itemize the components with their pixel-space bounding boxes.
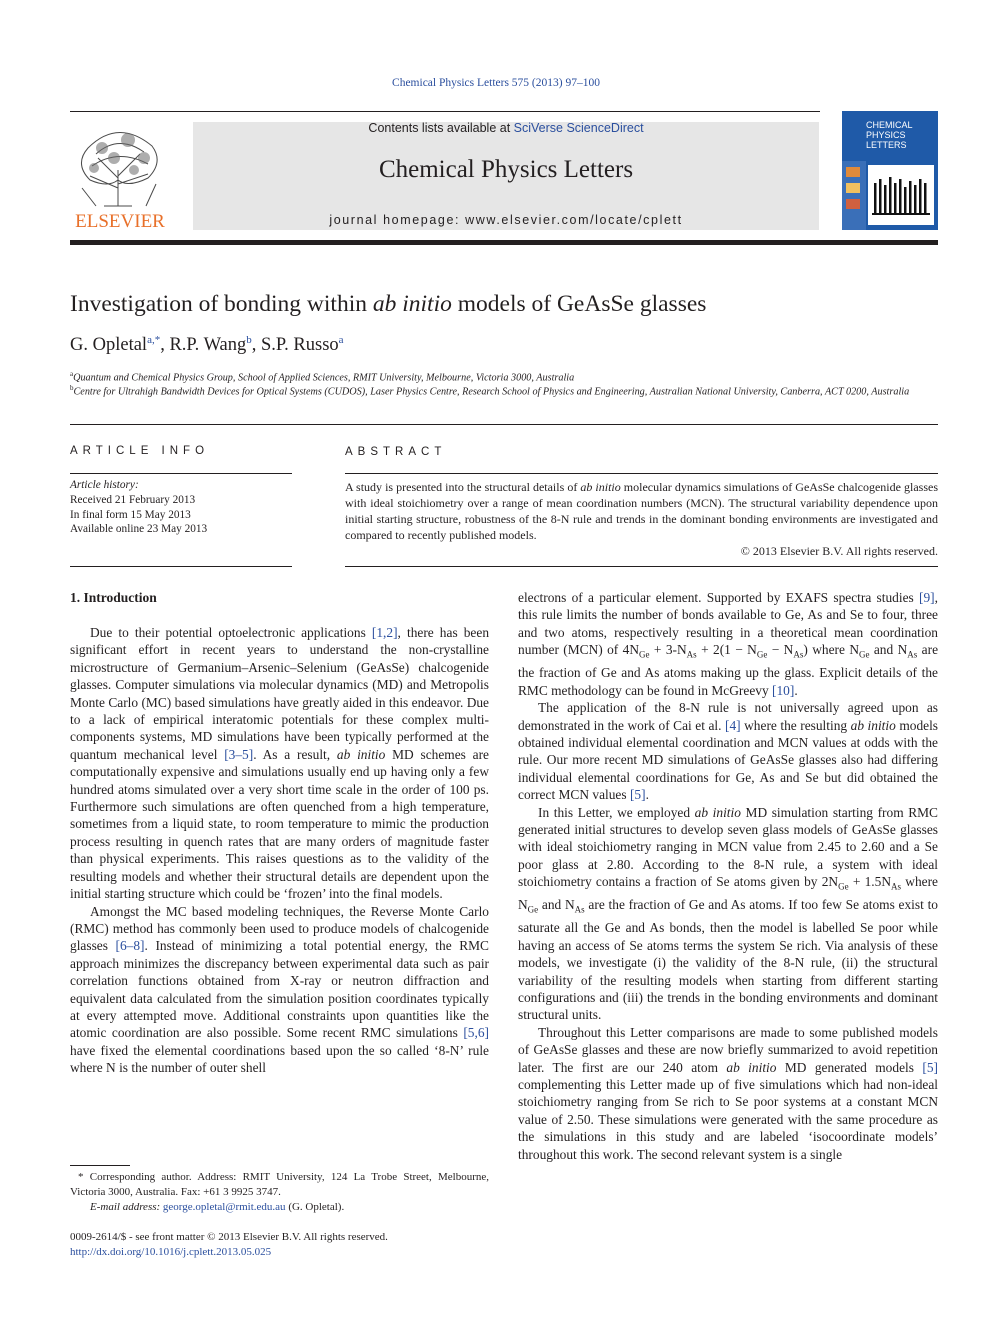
journal-homepage[interactable]: journal homepage: www.elsevier.com/locate/cplett: [329, 213, 683, 227]
author-email-link[interactable]: george.opletal@rmit.edu.au: [162, 1201, 286, 1213]
subscript: Ge: [838, 881, 849, 892]
paragraph: [518, 1024, 938, 1163]
text-run: − N: [767, 642, 794, 658]
subscript: As: [793, 649, 804, 660]
elsevier-logo: [68, 118, 172, 234]
text-run: + 2(1 − N: [696, 642, 757, 658]
cover-art-icon: [842, 161, 938, 230]
affiliation: $^b$Centre for Ultrahigh Bandwidth Devices for Optical Systems (CUDOS), Laser Physics Centre, Research School of Physics and Engineering, Australian National University, Canberra, ACT 0200, Australia: [70, 384, 910, 398]
journal-citation[interactable]: Chemical Physics Letters 575 (2013) 97–100: [392, 77, 600, 89]
reference-link[interactable]: [5]: [629, 787, 646, 803]
affiliation: $^a$Quantum and Chemical Physics Group, School of Applied Sciences, RMIT University, Melbourne, Victoria 3000, Australia: [70, 370, 575, 384]
reference-link[interactable]: [5,6]: [463, 1025, 489, 1041]
author-list: G. Opletal$^{a,*}$, R.P. Wang$^b$, S.P. Russo$^a$: [70, 334, 344, 356]
reference-link[interactable]: [4]: [725, 717, 741, 733]
subscript: Ge: [858, 649, 870, 660]
subscript: Ge: [639, 649, 650, 660]
subscript: Ge: [527, 904, 539, 915]
reference-link[interactable]: [1,2]: [371, 625, 398, 640]
text-run: models obtained individual elemental coordination and MCN values at odds with the rule. Our more recent MD simulations of GeAsSe glasses also had differing individual elemental coordinations for Ge, As and Se but did obtained the correct MCN values: [518, 717, 939, 803]
text-run: MD generated models: [776, 1059, 923, 1075]
section-heading-introduction: 1. Introduction: [70, 590, 157, 605]
contents-line: Contents lists available at SciVerse ScienceDirect: [368, 121, 644, 135]
reference-link[interactable]: [3–5]: [224, 746, 254, 762]
text-run: and N: [869, 642, 908, 658]
text-run: .: [794, 682, 798, 698]
reference-link[interactable]: [10]: [772, 682, 795, 698]
text-run: Throughout this Letter comparisons are made to some published models of GeAsSe glasses and these are now briefly summarized to avoid repetition later. The first are our 240 atom: [518, 1024, 938, 1075]
text-run: The application of the 8-N rule is not universally agreed upon as demonstrated in the work of Cai et al.: [518, 700, 938, 733]
abstract-text: A study is presented into the structural details of ab initio molecular dynamics simulations of GeAsSe chalcogenide glasses with ideal stoichiometry over a range of mean coordination numbers (MCN). The structural variability dependence upon initial starting structure, robustness of the 8-N rule and trends in the dominant bonding environments are investigated and compared to recently published models. © 2013 Elsevier B.V. All rights reserved.: [345, 480, 939, 558]
subscript: Ge: [756, 649, 768, 660]
journal-cover: [842, 111, 938, 230]
text-run: , this rule limits the number of bonds available to Ge, As and Se to four, three and two atoms, respectively resulting in a theoretical mean coordination number (MCN) of 4N: [518, 590, 938, 658]
text-run: Amongst the MC based modeling techniques, the Reverse Monte Carlo (RMC) method has commonly been used to produce models of chalcogenide glasses: [70, 903, 489, 954]
article-title: Investigation of bonding within ab initio models of GeAsSe glasses: [70, 291, 707, 317]
text-run: MD simulation starting from RMC generated initial structures to develop seven glass models of GeAsSe glasses with ideal stoichiometry ranging in MCN value from 2.45 to 2.60 and a Se poor glass at 2.80. According to the 8-N rule, a system with ideal stoichiometry contains a fraction of Se atoms given by 2N: [518, 804, 938, 890]
article-history: Article history: Received 21 February 2013 In final form 15 May 2013 Available online 23 May 2013: [70, 479, 208, 536]
italic-text: ab initio: [850, 717, 896, 733]
body-column-left: [70, 624, 489, 1077]
reference-link[interactable]: [9]: [919, 590, 935, 605]
text-run: where the resulting: [740, 717, 851, 733]
text-run: + 1.5N: [848, 874, 892, 890]
abstract-copyright: © 2013 Elsevier B.V. All rights reserved.: [740, 544, 938, 558]
text-run: Due to their potential optoelectronic applications: [90, 625, 372, 640]
corresponding-author-footnote: * Corresponding author. Address: RMIT University, 124 La Trobe Street, Melbourne, Victoria 3000, Australia. Fax: +61 3 9925 3747. E-mail address: george.opletal@rmit.edu.au (G. Opletal).: [70, 1171, 489, 1213]
text-run: . As a result,: [253, 746, 337, 762]
author-name[interactable]: G. Opletal: [70, 335, 148, 356]
header-rule: [70, 111, 820, 112]
article-info-bottom-rule: [70, 566, 292, 567]
abstract-heading: ABSTRACT: [345, 446, 447, 458]
text-run: ) where N: [803, 642, 859, 658]
text-run: are the fraction of Ge and As atoms making up the glass. Explicit details of the RMC methodology can be found in McGreevy: [518, 642, 939, 698]
text-run: + 3-N: [649, 642, 687, 658]
paragraph: [518, 804, 938, 1024]
italic-text: ab initio: [694, 804, 741, 820]
reference-link[interactable]: [5]: [922, 1059, 938, 1075]
author-name[interactable]: R.P. Wang: [169, 335, 247, 356]
italic-text: ab initio: [726, 1059, 777, 1075]
doi-link[interactable]: http://dx.doi.org/10.1016/j.cplett.2013.05.025: [70, 1246, 272, 1258]
article-info-heading: ARTICLE INFO: [70, 445, 210, 457]
elsevier-wordmark: ELSEVIER: [75, 211, 165, 232]
text-run: where N: [518, 874, 939, 913]
text-run: have fixed the elemental coordinations based upon the so called ‘8-N’ rule where N is the number of outer shell: [70, 1042, 489, 1076]
footnote-rule: [70, 1165, 130, 1166]
reference-link[interactable]: [6–8]: [115, 938, 145, 954]
text-run: are the fraction of Ge and As atoms. If too few Se atoms exist to saturate all the Ge and As bonds, then the model is labelled Se poor while having an access of Se atoms terms the system Se rich. Via analysis of these models, we investigate (i) the validity of the 8-N rule, (ii) the structural variability of the resulting models when starting from different starting configurations and (iii) the trends in the bonding environments and dominant structural units.: [518, 897, 938, 1023]
abstract-bottom-rule: [345, 566, 938, 567]
paragraph: [70, 624, 489, 903]
paragraph: [70, 903, 489, 1077]
cover-title: CHEMICAL PHYSICS LETTERS: [866, 120, 913, 150]
author-affiliation-mark[interactable]: b: [246, 334, 252, 346]
text-run: MD schemes are computationally expensive and simulations usually end up having only a few hundred atoms simulated over a very short time scale in the order of 100 ps. Furthermore such simulations are often quenched from a high temperature, sometimes from a liquid state, to room temperature to mimic the production process resulting in quench rates that are many orders of magnitude faster than physical experiments. This raises questions as to the validity of the resulting models and whether their structural details are dependent upon the initial starting structure which could be ‘frozen’ into the final models.: [70, 746, 489, 902]
text-run: . Instead of minimizing a total potential energy, the RMC approach minimizes the discrepancy between experimental data such as pair correlation functions obtained from X-ray or neutron diffraction and equivalent data calculated from the simulation position coordinates typically at every attempted move. Additional constraints upon quantities like the atomic coordination are also possible. Some recent RMC simulations: [70, 938, 489, 1041]
sciencedirect-link[interactable]: SciVerse ScienceDirect: [513, 121, 644, 135]
text-run: In this Letter, we employed: [538, 804, 695, 820]
subscript: As: [907, 649, 918, 660]
paragraph: [518, 699, 938, 803]
author-affiliation-mark[interactable]: a,*: [147, 334, 161, 346]
text-run: complementing this Letter made up of five simulations which had non-ideal stoichiometry ranging from Se rich to Se poor systems at a constant MCN value of 2.50. These simulations were generated with the same procedure as the simulations in this study and are labeled ‘isocoordinate models’ throughout this work. The second relevant system is a single: [518, 1076, 938, 1162]
text-run: , there has been significant effort in recent years to understand the non-crystalline microstructure of Germanium–Arsenic–Selenium (GeAsSe) chalcogenide glasses. Computer simulations via molecular dynamics (MD) and Metropolis Monte Carlo (MC) based simulations have greatly aided in this endeavor. Due to a lack of empirical interatomic potentials for these complex multi-components systems, MD simulations have been typically performed at the quantum mechanical level: [70, 625, 490, 762]
issn-line: 0009-2614/$ - see front matter © 2013 Elsevier B.V. All rights reserved. http://dx.doi.org/10.1016/j.cplett.2013.05.025: [70, 1230, 490, 1260]
subscript: As: [574, 904, 585, 915]
header-heavy-rule: [70, 240, 938, 245]
author-affiliation-mark[interactable]: a: [338, 334, 344, 346]
subscript: As: [891, 881, 902, 892]
affiliation-rule: [70, 424, 938, 425]
text-run: electrons of a particular element. Supported by EXAFS spectra studies: [518, 590, 920, 605]
text-run: .: [645, 787, 649, 803]
article-info-rule: [70, 473, 292, 474]
abstract-rule: [345, 473, 938, 474]
text-run: and N: [538, 897, 575, 913]
paragraph: [518, 589, 938, 699]
italic-text: ab initio: [336, 746, 386, 762]
body-column-right: [518, 589, 938, 1163]
journal-title: Chemical Physics Letters: [378, 156, 634, 183]
author-name[interactable]: S.P. Russo: [261, 335, 339, 356]
subscript: As: [686, 649, 697, 660]
